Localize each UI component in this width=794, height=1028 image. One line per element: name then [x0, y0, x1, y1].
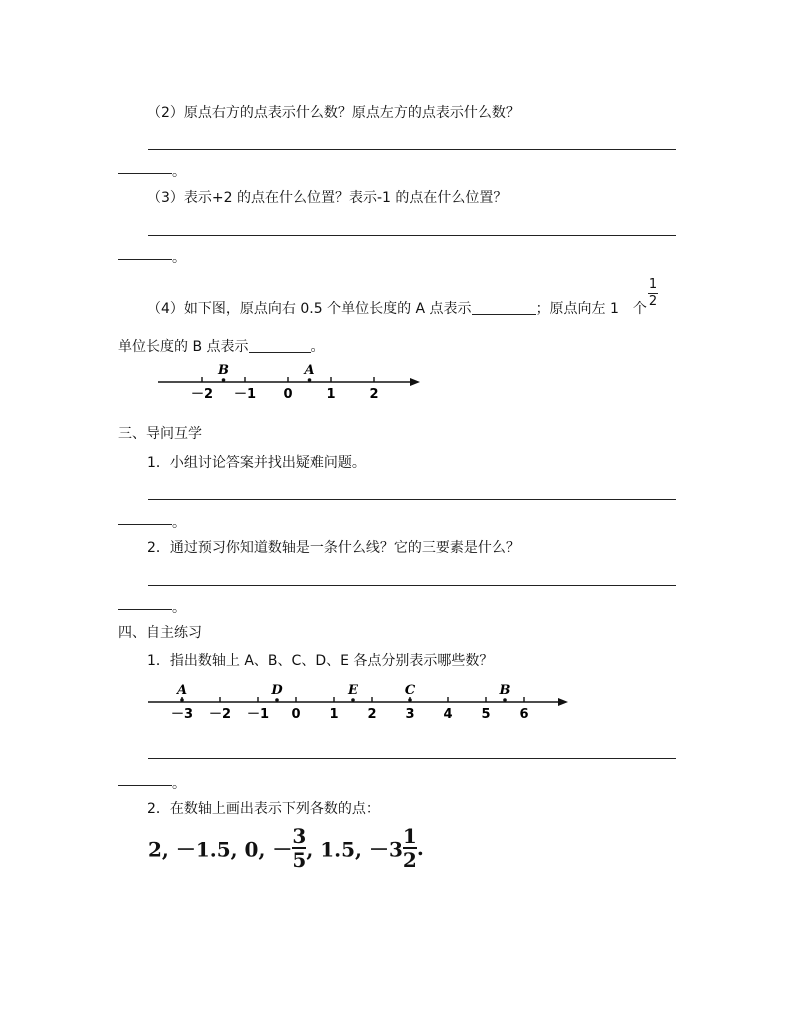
- tick-label: 5: [481, 707, 491, 722]
- point-a: [308, 378, 312, 382]
- point-d: [275, 698, 279, 702]
- answer-line[interactable]: [148, 758, 676, 759]
- fraction-one-half-mixed: $\frac{1}{2}$: [402, 824, 417, 872]
- tick-label: 1: [326, 387, 336, 402]
- tick-label: －2: [208, 707, 232, 722]
- answer-line-end[interactable]: 。: [118, 514, 186, 532]
- point-c: [408, 698, 412, 702]
- tick-label: －3: [170, 707, 194, 722]
- section-4-title: 四、自主练习: [118, 625, 202, 641]
- section-4-item-1: 1．指出数轴上 A、B、C、D、E 各点分别表示哪些数？: [147, 653, 494, 669]
- number-line-q4: [150, 358, 430, 406]
- point-label-a: A: [304, 363, 315, 378]
- tick-label: 4: [443, 707, 453, 722]
- answer-line[interactable]: [148, 149, 676, 150]
- point-a: [180, 698, 184, 702]
- tick-label: －1: [233, 387, 257, 402]
- question-4-part3: 个: [632, 301, 647, 317]
- axis-arrow: [410, 378, 420, 386]
- answer-line-end[interactable]: 。: [118, 775, 186, 793]
- section-3-item-2: 2．通过预习你知道数轴是一条什么线？它的三要素是什么？: [147, 540, 520, 556]
- answer-line[interactable]: [148, 499, 676, 500]
- tick-label: 2: [367, 707, 377, 722]
- answer-line[interactable]: [148, 235, 676, 236]
- point-b: [503, 698, 507, 702]
- point-label-c: C: [404, 683, 416, 698]
- point-label-e: E: [348, 683, 358, 698]
- axis-arrow: [558, 698, 568, 706]
- question-4-line2: 单位长度的 B 点表示 。: [118, 339, 325, 355]
- answer-line-end[interactable]: 。: [118, 249, 186, 267]
- answer-line[interactable]: [148, 585, 676, 586]
- point-label-b: B: [499, 683, 511, 698]
- question-4-part1: （4）如下图，原点向右 0.5 个单位长度的 A 点表示: [147, 301, 472, 317]
- section-3-item-1: 1．小组讨论答案并找出疑难问题。: [147, 455, 366, 471]
- tick-label: 0: [291, 707, 301, 722]
- number-list-expression: 2, －1.5, 0, － $\frac{3}{5}$ , 1.5, －3 $\frac{1}{2}$ .: [148, 824, 424, 872]
- answer-blank-b[interactable]: [249, 338, 311, 353]
- tick-label: 2: [369, 387, 379, 402]
- point-b: [222, 378, 226, 382]
- answer-blank-a[interactable]: [472, 300, 536, 315]
- tick-label: 3: [405, 707, 415, 722]
- question-4-text: [147, 300, 647, 318]
- tick-label: 0: [283, 387, 293, 402]
- question-4-part2: ；原点向左 1: [535, 301, 619, 317]
- tick-label: －2: [190, 387, 214, 402]
- fraction-three-fifths: $\frac{3}{5}$: [292, 824, 307, 872]
- point-label-d: D: [271, 683, 283, 698]
- tick-label: 1: [329, 707, 339, 722]
- point-label-b: B: [218, 363, 229, 378]
- answer-line-end[interactable]: 。: [118, 163, 186, 181]
- question-2-text: （2）原点右方的点表示什么数？原点左方的点表示什么数？: [147, 105, 520, 121]
- section-4-item-2: 2．在数轴上画出表示下列各数的点：: [147, 801, 380, 817]
- fraction-one-half: 1 2: [648, 277, 658, 309]
- point-e: [351, 698, 355, 702]
- point-label-a: A: [176, 683, 188, 698]
- section-3-title: 三、导问互学: [118, 426, 202, 442]
- question-3-text: （3）表示+2 的点在什么位置？表示-1 的点在什么位置？: [147, 190, 508, 206]
- number-line-exercise: [140, 680, 580, 728]
- tick-label: 6: [519, 707, 529, 722]
- tick-label: －1: [246, 707, 270, 722]
- answer-line-end[interactable]: 。: [118, 599, 186, 617]
